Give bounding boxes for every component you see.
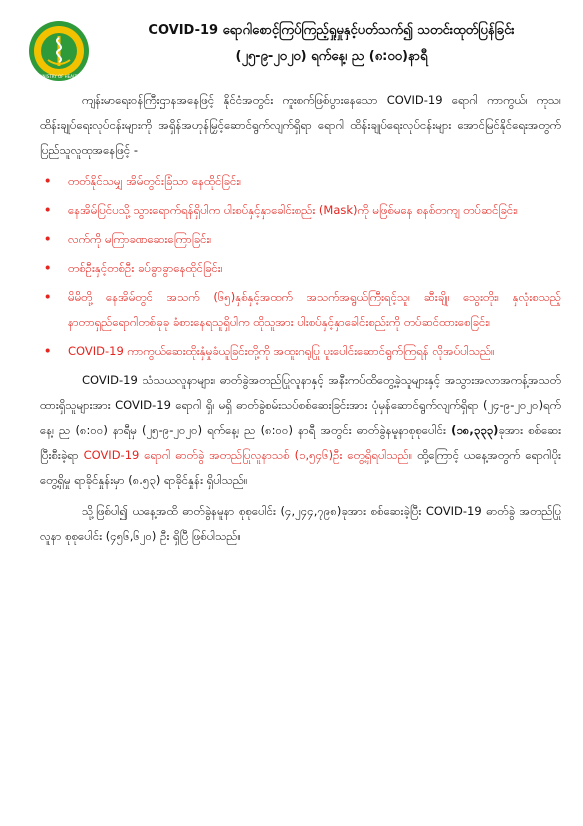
new-cases-highlight: COVID-19 ရောဂါ ဓာတ်ခွဲ အတည်ပြုလူနာသစ် (၁,၅၄၆)ဦး တွေ့ရှိရပါသည်။ bbox=[83, 448, 413, 462]
totals-paragraph: သို့ဖြစ်ပါ၍ ယနေ့အထိ ဓာတ်ခွဲနမူနာ စုစုပေါင်း (၄,၂၄၄,၇၉၈)ခုအား စစ်ဆေးခဲ့ပြီး COVID-19 ဓာတ်ခွဲ အတည်ပြုလူနာ စုစုပေါင်း (၄၅၆,၆၂၀) ဦး ရှိပြီ ဖြစ်ပါသည်။ bbox=[40, 504, 561, 543]
list-item-text: လက်ကို မကြာခဏဆေးကြောခြင်း၊ bbox=[68, 232, 212, 246]
list-item bbox=[40, 256, 561, 281]
logo-text: MINISTRY OF HEALTH bbox=[37, 74, 81, 79]
ministry-of-health-logo bbox=[28, 20, 90, 82]
list-item bbox=[40, 339, 561, 364]
testing-paragraph bbox=[40, 368, 561, 493]
list-item-text: နေအိမ်ပြင်ပသို့ သွားရောက်ရန်ရှိပါက ပါးစပ်နှင့်နှာခေါင်းစည်း (Mask)ကို မဖြစ်မနေ စနစ်တကျ တပ်ဆင်ခြင်း၊ bbox=[68, 203, 518, 217]
bullet-icon: • bbox=[44, 232, 52, 246]
bullet-icon: • bbox=[44, 261, 52, 275]
list-item bbox=[40, 198, 561, 223]
list-item bbox=[40, 227, 561, 252]
bullet-icon: • bbox=[44, 344, 52, 358]
bullet-icon: • bbox=[44, 203, 52, 217]
list-item-text: တတ်နိုင်သမျှ အိမ်တွင်းခြံသာ နေထိုင်ခြင်း၊ bbox=[68, 174, 242, 188]
testing-text-2: ခုအား စစ်ဆေးပြီးစီးခဲ့ရာ bbox=[40, 423, 562, 462]
page-title bbox=[100, 18, 563, 70]
testing-text-1: COVID-19 သံသယလူနာများ၊ ဓာတ်ခွဲအတည်ပြုလူနာနှင့် အနီးကပ်ထိတွေ့ခဲ့သူများနှင့် အသွားအလာအကန့်အသတ်ထားရှိသူများအား COVID-19 ရောဂါ ရှိ၊ မရှိ ဓာတ်ခွဲစမ်းသပ်စစ်ဆေးခြင်းအား ပုံမှန်ဆောင်ရွက်လျက်ရှိရာ (၂၄-၉-၂၀၂၀)ရက်နေ့၊ ည (၈:၀၀) နာရီမှ (၂၅-၉-၂၀၂၀) ရက်နေ့၊ ည (၈:၀၀) နာရီ အတွင်း ဓာတ်ခွဲနမူနာစုစုပေါင်း bbox=[40, 373, 561, 437]
advice-list bbox=[40, 169, 561, 364]
intro-paragraph: ကျန်းမာရေးဝန်ကြီးဌာနအနေဖြင့် နိုင်ငံအတွင်း ကူးစက်ဖြစ်ပွားနေသော COVID-19 ရောဂါ ကာကွယ်၊ ကုသ၊ ထိန်းချုပ်ရေးလုပ်ငန်းများကို အရှိန်အဟုန်မြှင့်ဆောင်ရွက်လျက်ရှိရာ ရောဂါ ထိန်းချုပ်ရေးလုပ်ငန်းများ အောင်မြင်နိုင်ရေးအတွက် ပြည်သူလူထုအနေဖြင့် - bbox=[40, 93, 561, 157]
tested-count: (၁၈,၃၃၃) bbox=[451, 423, 499, 437]
list-item bbox=[40, 169, 561, 194]
bullet-icon: • bbox=[44, 290, 52, 304]
document-body bbox=[40, 88, 561, 555]
title-line-2: (၂၅-၉-၂၀၂၀) ရက်နေ့၊ ည (၈:၀၀)နာရီ bbox=[235, 49, 428, 64]
list-item bbox=[40, 285, 561, 335]
testing-text-3: ထို့ကြောင့် ယနေ့အတွက် ရောဂါပိုးတွေ့ရှိမှု ရာခိုင်နှုန်းမှာ (၈.၅၃) ရာခိုင်နှုန်း ရှိပါသည်။ bbox=[40, 448, 561, 487]
bullet-icon: • bbox=[44, 174, 52, 188]
title-line-1: COVID-19 ရောဂါစောင့်ကြပ်ကြည့်ရှုမှုနှင့်ပတ်သက်၍ သတင်းထုတ်ပြန်ခြင်း bbox=[148, 23, 515, 38]
list-item-text: COVID-19 ကာကွယ်ဆေးထိုးနှံမှုခံယူခြင်းတို့ကို အထူးဂရုပြု ပူးပေါင်းဆောင်ရွက်ကြရန် လိုအပ်ပါသည်။ bbox=[68, 344, 495, 358]
list-item-text: တစ်ဦးနှင့်တစ်ဦး ခပ်ခွာခွာနေထိုင်ခြင်း၊ bbox=[68, 261, 223, 275]
list-item-text: မိမိတို့ နေအိမ်တွင် အသက် (၆၅)နှစ်နှင့်အထက် အသက်အရွယ်ကြီးရင့်သူ၊ ဆီးချို၊ သွေးတိုး၊ နှလုံးစသည့် နာတာရှည်ရောဂါတစ်ခုခု ခံစားနေရသူရှိပါက ထိုသူအား ပါးစပ်နှင့်နှာခေါင်းစည်းကို တပ်ဆင်ထားစေခြင်း၊ bbox=[68, 290, 561, 329]
